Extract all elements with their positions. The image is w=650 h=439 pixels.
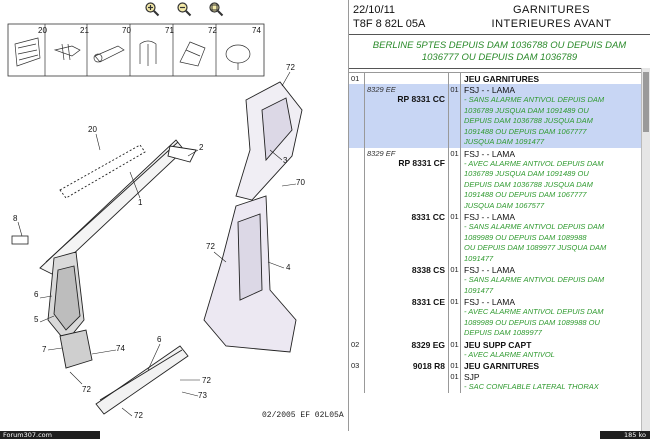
callout-21: 21 (80, 26, 89, 35)
reference-number[interactable]: 8338 CS (411, 265, 445, 275)
description-note: - SANS ALARME ANTIVOL DEPUIS DAM (464, 222, 605, 231)
description-note: - SANS ALARME ANTIVOL DEPUIS DAM (464, 275, 605, 284)
description-note: - AVEC ALARME ANTIVOL DEPUIS DAM (464, 158, 604, 168)
callout-5: 5 (34, 315, 39, 324)
row-index (349, 148, 365, 212)
description-title: JEU SUPP CAPT (464, 339, 532, 350)
scrollbar-thumb[interactable] (643, 72, 649, 132)
row-description (461, 339, 650, 361)
row-description (461, 296, 650, 339)
description-note: OU DEPUIS DAM 1089977 JUSQUA DAM (464, 243, 607, 252)
table-row[interactable] (349, 73, 650, 84)
description-note: 1089989 OU DEPUIS DAM 1089988 OU (464, 317, 600, 327)
description-note: JUSQUA DAM 1091477 (464, 137, 545, 146)
callout-72d: 72 (82, 385, 91, 394)
row-reference[interactable] (365, 73, 449, 84)
row-quantity: 01 (449, 211, 461, 264)
callout-2: 2 (199, 143, 204, 152)
callout-74a: 74 (252, 26, 261, 35)
title-line-1: GARNITURES (512, 4, 591, 16)
row-quantity: 01 (449, 360, 461, 371)
row-reference[interactable] (365, 211, 449, 264)
description-note: DEPUIS DAM 1036788 JUSQUA DAM (464, 116, 593, 125)
table-row[interactable] (349, 371, 650, 393)
description-note: - SAC CONFLABLE LATERAL THORAX (464, 382, 599, 391)
callout-20a: 20 (38, 26, 47, 35)
callout-7: 7 (42, 345, 47, 354)
row-reference[interactable] (365, 264, 449, 296)
callout-20b: 20 (88, 125, 97, 134)
status-size-label: 185 ko (600, 431, 650, 439)
reference-number[interactable]: 8331 CE (411, 297, 445, 307)
row-reference[interactable] (365, 360, 449, 371)
description-note: - SANS ALARME ANTIVOL DEPUIS DAM (464, 95, 605, 104)
description-note: - AVEC ALARME ANTIVOL DEPUIS DAM (464, 307, 604, 316)
description-note: 1091488 OU DEPUIS DAM 1067777 (464, 126, 587, 136)
row-index: 02 (349, 339, 365, 361)
row-reference[interactable] (365, 84, 449, 148)
callout-70a: 70 (122, 26, 131, 35)
callout-72e: 72 (202, 376, 211, 385)
title-line-2: INTERIEURES AVANT (491, 18, 612, 30)
row-index (349, 296, 365, 339)
callout-72a: 72 (208, 26, 217, 35)
row-description (461, 371, 650, 393)
description-title: FSJ - - LAMA (464, 85, 516, 95)
row-quantity (449, 73, 461, 84)
page-header (349, 0, 650, 35)
header-date: 22/10/11 (353, 4, 396, 16)
callout-1: 1 (138, 198, 143, 207)
callout-3: 3 (283, 156, 288, 165)
reference-small: 8329 EE (367, 85, 396, 94)
description-note: 1036789 JUSQUA DAM 1091489 OU (464, 105, 589, 115)
header-meta (349, 0, 453, 34)
row-index (349, 371, 365, 393)
description-title: JEU GARNITURES (464, 361, 540, 371)
vehicle-filter-subtitle: BERLINE 5PTES DEPUIS DAM 1036788 OU DEPUIS DAM 1036777 OU DEPUIS DAM 1036789 (349, 35, 650, 69)
row-index: 01 (349, 73, 365, 84)
row-reference[interactable] (365, 339, 449, 361)
callout-6b: 6 (157, 335, 162, 344)
reference-small: 8329 EF (367, 148, 396, 158)
table-row[interactable] (349, 339, 650, 361)
row-index (349, 84, 365, 148)
description-note: 1036789 JUSQUA DAM 1091489 OU (464, 169, 589, 178)
callout-72f: 72 (134, 411, 143, 420)
header-code: T8F 8 82L 05A (353, 18, 426, 30)
table-row[interactable] (349, 84, 650, 148)
description-title: FSJ - - LAMA (464, 297, 516, 307)
callout-72c: 72 (206, 242, 215, 251)
reference-number[interactable]: RP 8331 CF (398, 157, 445, 168)
description-title: FSJ - - LAMA (464, 212, 516, 222)
row-quantity: 01 (449, 84, 461, 148)
description-title: SJP (464, 372, 480, 382)
description-note: DEPUIS DAM 1036788 JUSQUA DAM (464, 179, 593, 189)
table-row[interactable] (349, 296, 650, 339)
parts-table (349, 73, 650, 393)
row-quantity: 01 (449, 339, 461, 361)
row-description (461, 264, 650, 296)
reference-number[interactable]: 8331 CC (411, 212, 445, 222)
parts-list-panel (349, 0, 650, 432)
status-bar (0, 431, 650, 439)
callout-72b: 72 (286, 63, 295, 72)
reference-number[interactable]: 8329 EG (411, 339, 445, 350)
table-row[interactable] (349, 264, 650, 296)
row-reference[interactable] (365, 148, 449, 212)
row-description (461, 73, 650, 84)
description-note: 1091477 (464, 285, 494, 295)
description-note: 1091488 OU DEPUIS DAM 1067777 (464, 190, 587, 199)
callout-70b: 70 (296, 178, 305, 187)
row-quantity: 01 (449, 264, 461, 296)
description-note: 1089989 OU DEPUIS DAM 1089988 (464, 232, 587, 242)
callout-6a: 6 (34, 290, 39, 299)
reference-number[interactable]: 9018 R8 (412, 361, 445, 371)
callout-74b: 74 (116, 344, 125, 353)
table-row[interactable] (349, 211, 650, 264)
callout-73: 73 (198, 391, 207, 400)
row-reference[interactable] (365, 371, 449, 393)
callout-4: 4 (286, 263, 291, 272)
table-row[interactable] (349, 360, 650, 371)
row-description (461, 148, 650, 212)
page-title (453, 0, 650, 34)
callout-8: 8 (13, 214, 18, 223)
description-title: JEU GARNITURES (464, 74, 540, 84)
row-description (461, 84, 650, 148)
vertical-scrollbar[interactable] (641, 68, 650, 432)
table-row[interactable] (349, 148, 650, 212)
row-index: 03 (349, 360, 365, 371)
description-note: - AVEC ALARME ANTIVOL (464, 349, 555, 359)
description-title: FSJ - - LAMA (464, 148, 516, 159)
description-note: DEPUIS DAM 1089977 (464, 328, 542, 337)
description-title: FSJ - - LAMA (464, 265, 516, 275)
status-site-label: Forum307.com (0, 431, 100, 439)
row-description (461, 211, 650, 264)
row-quantity: 01 (449, 148, 461, 212)
row-quantity: 01 (449, 296, 461, 339)
row-index (349, 211, 365, 264)
row-description (461, 360, 650, 371)
description-note: JUSQUA DAM 1067577 (464, 200, 545, 210)
row-quantity: 01 (449, 371, 461, 393)
description-note: 1091477 (464, 253, 494, 263)
row-index (349, 264, 365, 296)
drawing-footer: 02/2005 EF 02L05A (262, 411, 344, 420)
callout-71: 71 (165, 26, 174, 35)
reference-number[interactable]: RP 8331 CC (397, 94, 445, 104)
row-reference[interactable] (365, 296, 449, 339)
